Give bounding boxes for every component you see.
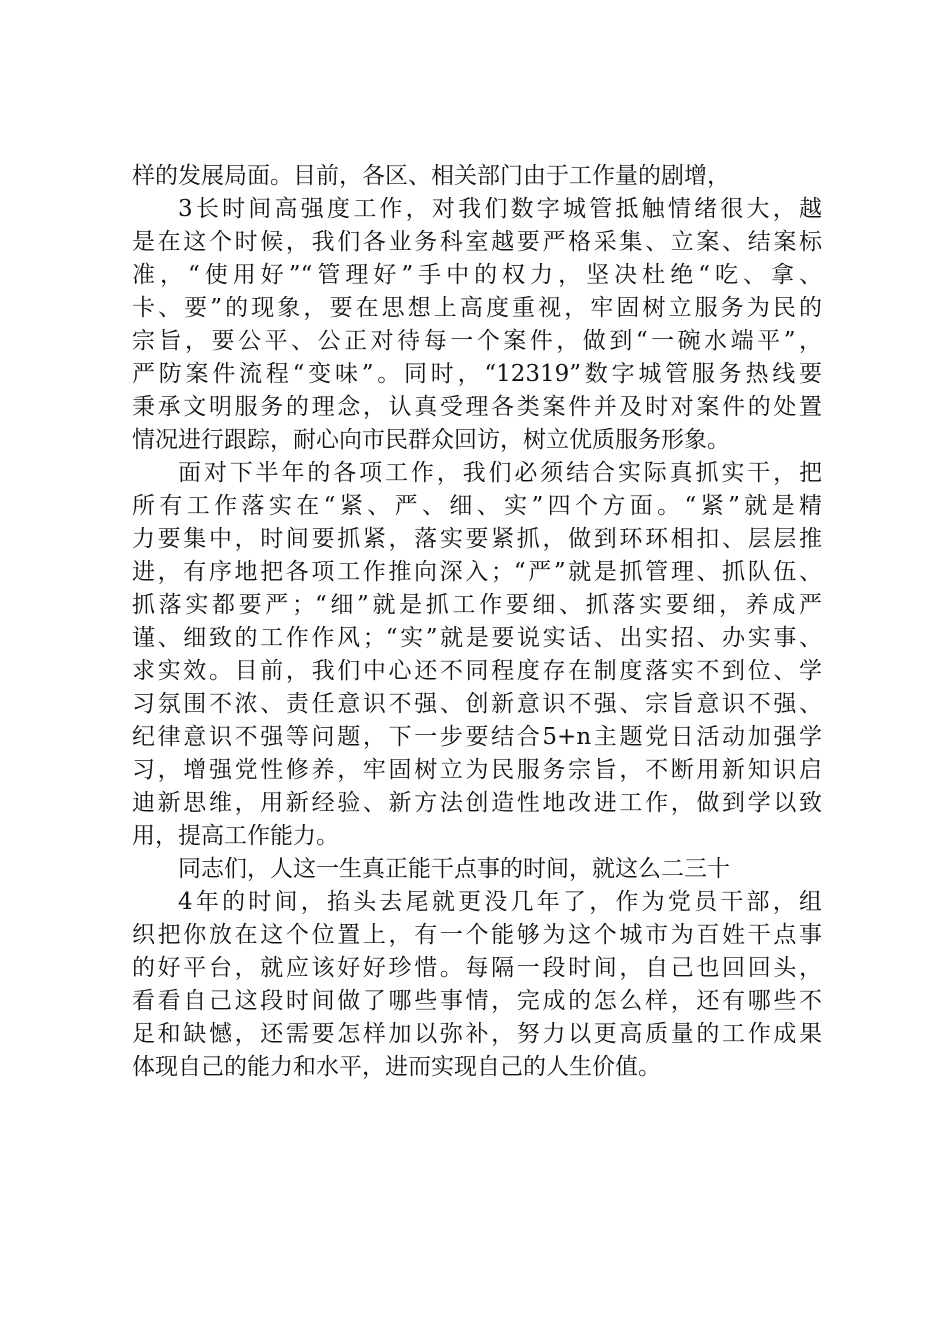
text-line: 足和缺憾，还需要怎样加以弥补，努力以更高质量的工作成果 <box>132 1021 822 1047</box>
text-line: 看看自己这段时间做了哪些事情，完成的怎么样，还有哪些不 <box>132 988 822 1014</box>
text-line: 3长时间高强度工作，对我们数字城管抵触情绪很大，越 <box>178 196 822 222</box>
text-line: 准，“使用好”“管理好”手中的权力，坚决杜绝“吃、拿、 <box>132 262 822 288</box>
text-line: 秉承文明服务的理念，认真受理各类案件并及时对案件的处置 <box>132 394 822 420</box>
text-line: 严防案件流程“变味”。同时，“12319”数字城管服务热线要 <box>132 361 822 387</box>
text-line: 的好平台，就应该好好珍惜。每隔一段时间，自己也回回头， <box>132 955 822 981</box>
text-line: 情况进行跟踪，耐心向市民群众回访，树立优质服务形象。 <box>132 427 730 453</box>
text-line: 用，提高工作能力。 <box>132 823 339 849</box>
text-line: 样的发展局面。目前，各区、相关部门由于工作量的剧增， <box>132 163 730 189</box>
text-line: 进，有序地把各项工作推向深入；“严”就是抓管理、抓队伍、 <box>132 559 822 585</box>
text-line: 习，增强党性修养，牢固树立为民服务宗旨，不断用新知识启 <box>132 757 822 783</box>
text-line: 求实效。目前，我们中心还不同程度存在制度落实不到位、学 <box>132 658 822 684</box>
text-line: 抓落实都要严；“细”就是抓工作要细、抓落实要细，养成严 <box>132 592 822 618</box>
text-line: 纪律意识不强等问题，下一步要结合5+n主题党日活动加强学 <box>132 724 822 750</box>
text-line: 卡、要”的现象，要在思想上高度重视，牢固树立服务为民的 <box>132 295 822 321</box>
text-line: 是在这个时候，我们各业务科室越要严格采集、立案、结案标 <box>132 229 822 255</box>
text-line: 4年的时间，掐头去尾就更没几年了，作为党员干部，组 <box>178 889 822 915</box>
text-line: 力要集中，时间要抓紧，落实要紧抓，做到环环相扣、层层推 <box>132 526 822 552</box>
text-line: 谨、细致的工作作风；“实”就是要说实话、出实招、办实事、 <box>132 625 822 651</box>
text-line: 同志们，人这一生真正能干点事的时间，就这么二三十 <box>178 856 730 882</box>
text-line: 面对下半年的各项工作，我们必须结合实际真抓实干，把 <box>178 460 822 486</box>
document-body <box>132 160 822 1084</box>
text-line: 体现自己的能力和水平，进而实现自己的人生价值。 <box>132 1054 661 1080</box>
text-line: 习氛围不浓、责任意识不强、创新意识不强、宗旨意识不强、 <box>132 691 822 717</box>
text-line: 所有工作落实在“紧、严、细、实”四个方面。“紧”就是精 <box>132 493 822 519</box>
text-line: 宗旨，要公平、公正对待每一个案件，做到“一碗水端平”， <box>132 328 822 354</box>
text-line: 迪新思维，用新经验、新方法创造性地改进工作，做到学以致 <box>132 790 822 816</box>
text-line: 织把你放在这个位置上，有一个能够为这个城市为百姓干点事 <box>132 922 822 948</box>
